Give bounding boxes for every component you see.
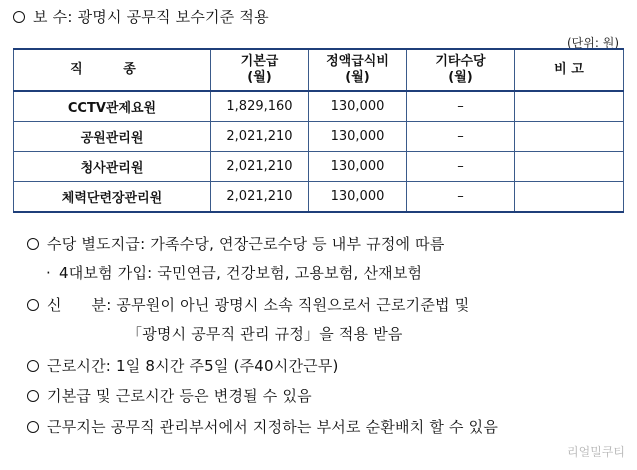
pay-table	[13, 48, 624, 213]
header-other-text: 기타수당 (월)	[435, 54, 486, 85]
cell-note	[515, 152, 624, 182]
header-meal-text: 정액급식비 (월)	[326, 54, 389, 85]
cell-base-pay: 2,021,210	[211, 182, 309, 213]
cell-job: 체력단련장관리원	[14, 182, 211, 213]
cell-meal: 130,000	[309, 182, 407, 213]
cell-base-pay: 1,829,160	[211, 91, 309, 122]
circle-bullet-icon	[27, 421, 39, 433]
header-other	[407, 49, 515, 91]
allowance-item	[27, 233, 445, 254]
watermark: 리얼밀쿠티	[567, 445, 625, 459]
header-base-pay-text: 기본급 (월)	[240, 54, 279, 85]
cell-job: 공원관리원	[14, 122, 211, 152]
cell-job: CCTV관제요원	[14, 91, 211, 122]
circle-bullet-icon	[27, 390, 39, 402]
cell-meal: 130,000	[309, 91, 407, 122]
header-meal	[309, 49, 407, 91]
allowance-text: 수당 별도지급: 가족수당, 연장근로수당 등 내부 규정에 따름	[47, 235, 445, 253]
cell-other: –	[407, 152, 515, 182]
cell-base-pay: 2,021,210	[211, 152, 309, 182]
cell-note	[515, 91, 624, 122]
header-job: 직 종	[14, 49, 211, 91]
cell-base-pay: 2,021,210	[211, 122, 309, 152]
cell-note	[515, 182, 624, 213]
pay-heading-text: 보 수: 광명시 공무직 보수기준 적용	[33, 8, 269, 26]
status-item	[27, 294, 469, 315]
workplace-text: 근무지는 공무직 관리부서에서 지정하는 부서로 순환배치 할 수 있음	[47, 418, 499, 436]
table-row	[14, 91, 624, 122]
cell-meal: 130,000	[309, 152, 407, 182]
unit-note: (단위: 원)	[567, 36, 619, 50]
status-item-continued	[127, 323, 403, 344]
pay-table-header	[14, 49, 624, 91]
change-note-item	[27, 385, 312, 406]
work-hours-item	[27, 355, 339, 376]
insurance-item	[46, 262, 422, 283]
header-base-pay	[211, 49, 309, 91]
cell-note	[515, 122, 624, 152]
circle-bullet-icon	[27, 360, 39, 372]
table-row	[14, 182, 624, 213]
cell-meal: 130,000	[309, 122, 407, 152]
circle-bullet-icon	[13, 11, 25, 23]
pay-heading	[13, 6, 269, 27]
cell-other: –	[407, 122, 515, 152]
table-row	[14, 122, 624, 152]
header-note: 비 고	[515, 49, 624, 91]
change-note-text: 기본급 및 근로시간 등은 변경될 수 있음	[47, 387, 312, 405]
circle-bullet-icon	[27, 238, 39, 250]
circle-bullet-icon	[27, 299, 39, 311]
cell-other: –	[407, 182, 515, 213]
work-hours-text: 근로시간: 1일 8시간 주5일 (주40시간근무)	[47, 357, 339, 375]
cell-other: –	[407, 91, 515, 122]
cell-job: 청사관리원	[14, 152, 211, 182]
table-row	[14, 152, 624, 182]
status-text-line1: 신 분: 공무원이 아닌 광명시 소속 직원으로서 근로기준법 및	[47, 296, 470, 314]
status-text-line2: 「광명시 공무직 관리 규정」을 적용 받음	[127, 325, 403, 343]
workplace-item	[27, 416, 498, 437]
insurance-text: 4대보험 가입: 국민연금, 건강보험, 고용보험, 산재보험	[58, 264, 423, 282]
middle-dot-bullet-icon: ·	[46, 264, 51, 282]
